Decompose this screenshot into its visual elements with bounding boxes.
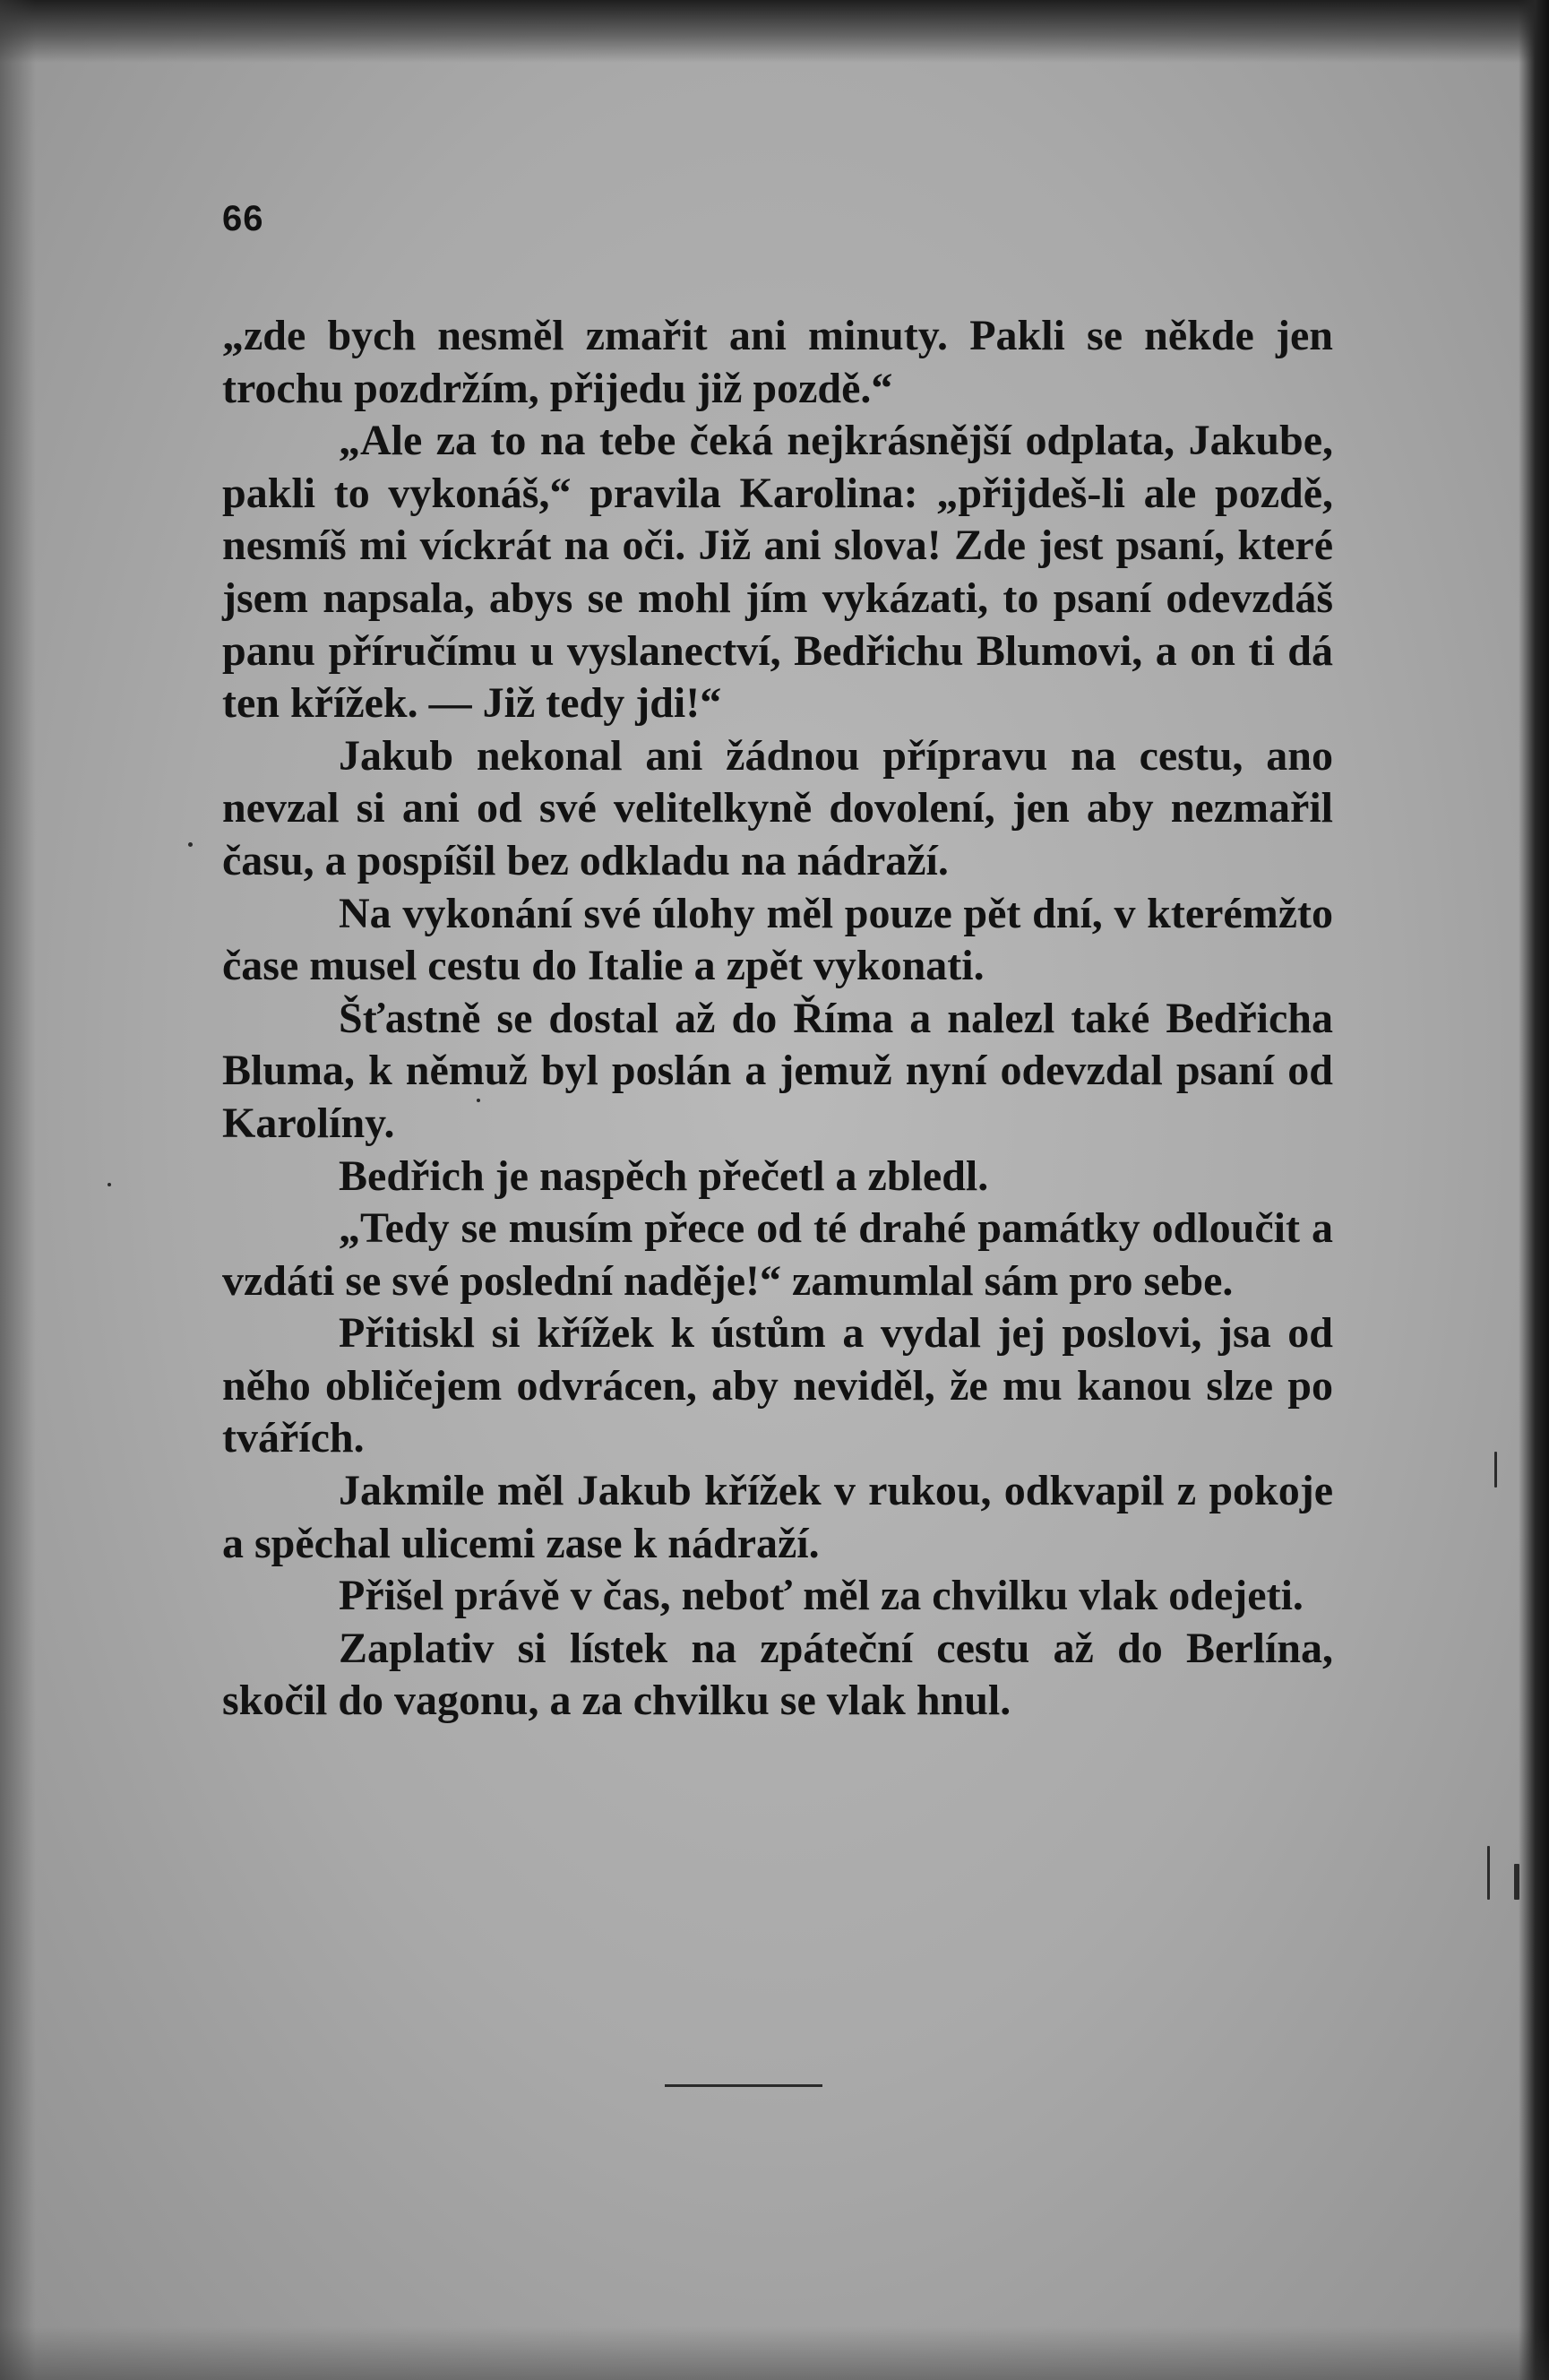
- scan-shadow-left: [0, 0, 36, 2380]
- scan-shadow-right: [1519, 0, 1549, 2380]
- paragraph: Bedřich je naspěch přečetl a zbledl.: [339, 1151, 989, 1200]
- paragraph: „zde bych nesměl zmařit ani minuty. Pakli se někde jen trochu pozdržím, přijedu již pozdě.“: [222, 312, 1333, 412]
- paragraph: Jakub nekonal ani žádnou přípravu na cestu, ano nevzal si ani od své velitelkyně dovolení, jen aby nezmařil času, a pospíšil bez odkladu na nádraží.: [222, 731, 1333, 884]
- paragraph: „Ale za to na tebe čeká nejkrásnější odplata, Jakube, pakli to vykonáš,“ pravila Karolina: „přijdeš-li ale pozdě, nesmíš mi víckrát na oči. Již ani slova! Zde jest psaní, které jsem napsala, abys se mohl jím vykázati, to psaní odevzdáš panu příručímu u vyslanectví, Bedřichu Blumovi, a on ti dá ten křížek. — Již tedy jdi!“: [222, 417, 1333, 728]
- page-number: 66: [222, 199, 264, 238]
- paragraph: Přišel právě v čas, neboť měl za chvilku vlak odejeti.: [339, 1572, 1304, 1620]
- body-text: [222, 310, 1333, 1728]
- paragraph: Na vykonání své úlohy měl pouze pět dní, v kterémžto čase musel cestu do Italie a zpět vykonati.: [222, 889, 1333, 990]
- paragraph: Zaplativ si lístek na zpáteční cestu až do Berlína, skočil do vagonu, a za chvilku se vlak hnul.: [222, 1624, 1333, 1725]
- scan-speck: [1487, 1846, 1490, 1900]
- paragraph: Šťastně se dostal až do Říma a nalezl také Bedřicha Bluma, k němuž byl poslán a jemuž nyní odevzdal psaní od Karolíny.: [222, 994, 1333, 1147]
- paragraph: Jakmile měl Jakub křížek v rukou, odkvapil z pokoje a spěchal ulicemi zase k nádraží.: [222, 1467, 1333, 1567]
- scan-speck: [1514, 1864, 1519, 1900]
- scan-speck: [108, 1183, 111, 1186]
- chapter-end-rule: [665, 2084, 822, 2087]
- scan-speck: [188, 842, 193, 847]
- scan-speck: [1494, 1452, 1497, 1488]
- scan-shadow-bottom: [0, 2326, 1549, 2380]
- scan-shadow-top: [0, 0, 1549, 63]
- paragraph: „Tedy se musím přece od té drahé památky odloučit a vzdáti se své poslední naděje!“ zamumlal sám pro sebe.: [222, 1204, 1333, 1305]
- paragraph: Přitiskl si křížek k ústům a vydal jej poslovi, jsa od něho obličejem odvrácen, aby neviděl, že mu kanou slze po tvářích.: [222, 1309, 1333, 1462]
